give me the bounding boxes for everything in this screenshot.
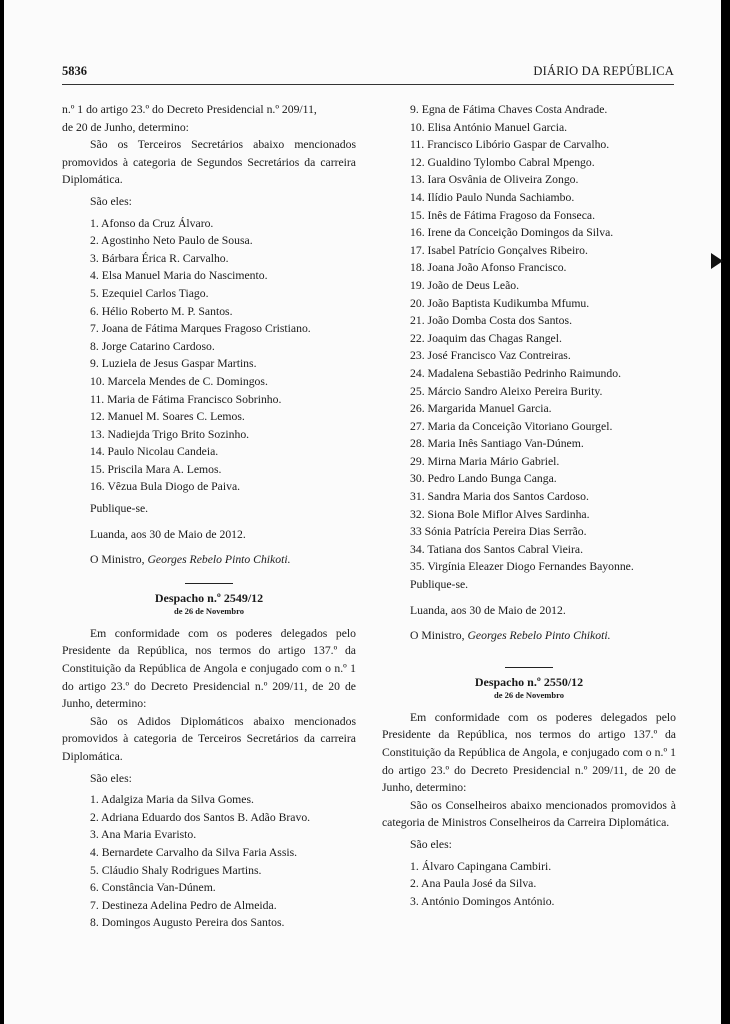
list-item: 26. Margarida Manuel Garcia. (410, 402, 552, 416)
despacho-title: Despacho n.º 2550/12 (474, 674, 584, 689)
continuation-line: de 20 de Junho, determino: (62, 120, 189, 134)
list-item: 11. Maria de Fátima Francisco Sobrinho. (90, 392, 282, 406)
paragraph: São os Terceiros Secretários abaixo mencionados promovidos à categoria de Segundos Secretários da carreira Diplomática. (62, 138, 356, 187)
list-item: 35. Virgínia Eleazer Diogo Fernandes Bayonne. (410, 560, 634, 574)
list-item: 27. Maria da Conceição Vitoriano Gourgel. (410, 419, 613, 433)
list-item: 1. Adalgiza Maria da Silva Gomes. (90, 793, 254, 807)
list-item: 28. Maria Inês Santiago Van-Dúnem. (410, 437, 584, 451)
right-column (382, 101, 676, 910)
despacho-title: Despacho n.º 2549/12 (154, 590, 264, 605)
list-item: 8. Domingos Augusto Pereira dos Santos. (90, 916, 285, 930)
list-item: 34. Tatiana dos Santos Cabral Vieira. (410, 542, 583, 556)
list-item: 15. Priscila Mara A. Lemos. (90, 462, 222, 476)
list-item: 16. Irene da Conceição Domingos da Silva. (410, 226, 614, 240)
signature-line (62, 551, 356, 569)
list-item: 9. Luziela de Jesus Gaspar Martins. (90, 357, 257, 371)
left-column (62, 101, 356, 932)
appointee-list (62, 215, 356, 497)
list-intro: São eles: (410, 837, 452, 851)
despacho-date: de 26 de Novembro (174, 605, 244, 616)
list-item: 14. Ilídio Paulo Nunda Sachiambo. (410, 190, 575, 204)
list-item: 4. Bernardete Carvalho da Silva Faria Assis. (90, 845, 298, 859)
despacho-heading (62, 583, 356, 617)
list-item: 29. Mirna Maria Mário Gabriel. (410, 454, 560, 468)
list-item: 5. Cláudio Shaly Rodrigues Martins. (90, 863, 262, 877)
list-item: 30. Pedro Lando Bunga Canga. (410, 472, 557, 486)
list-item: 2. Ana Paula José da Silva. (410, 877, 537, 891)
list-item: 11. Francisco Libório Gaspar de Carvalho. (410, 138, 610, 152)
minister-label: O Ministro, (90, 553, 145, 567)
signature-line (382, 627, 676, 645)
list-item: 21. João Domba Costa dos Santos. (410, 314, 572, 328)
list-item: 1. Álvaro Capingana Cambiri. (410, 859, 552, 873)
despacho-date: de 26 de Novembro (494, 689, 564, 700)
list-intro: São eles: (90, 771, 132, 785)
list-item: 25. Márcio Sandro Aleixo Pereira Burity. (410, 384, 603, 398)
list-item: 16. Vêzua Bula Diogo de Paiva. (90, 480, 241, 494)
appointee-list (382, 101, 676, 576)
paragraph: Em conformidade com os poderes delegados pelo Presidente da República, nos termos do artigo 137.º da Constituição da República de Angola e conjugado com o n.º 1 do artigo 23.º do Decreto Presidencial n.º 209/11, de 20 de Junho, determino: (62, 626, 356, 711)
list-item: 7. Joana de Fátima Marques Fragoso Cristiano. (90, 322, 311, 336)
paragraph: São os Adidos Diplomáticos abaixo mencionados promovidos à categoria de Terceiros Secretários da carreira Diplomática. (62, 714, 356, 763)
list-item: 12. Gualdino Tylombo Cabral Mpengo. (410, 155, 595, 169)
list-item: 10. Elisa António Manuel Garcia. (410, 120, 568, 134)
list-item: 7. Destineza Adelina Pedro de Almeida. (90, 898, 277, 912)
list-item: 8. Jorge Catarino Cardoso. (90, 339, 215, 353)
section-divider (185, 583, 233, 584)
list-item: 5. Ezequiel Carlos Tiago. (90, 286, 209, 300)
minister-name: Georges Rebelo Pinto Chikoti. (467, 629, 611, 643)
section-divider (505, 667, 553, 668)
list-item: 2. Agostinho Neto Paulo de Sousa. (90, 234, 253, 248)
list-item: 22. Joaquim das Chagas Rangel. (410, 331, 562, 345)
list-item: 10. Marcela Mendes de C. Domingos. (90, 374, 268, 388)
page-number: 5836 (62, 64, 87, 78)
list-item: 24. Madalena Sebastião Pedrinho Raimundo. (410, 366, 621, 380)
paragraph: São os Conselheiros abaixo mencionados promovidos à categoria de Ministros Conselheiros da Carreira Diplomática. (382, 798, 676, 830)
list-item: 3. Ana Maria Evaristo. (90, 828, 197, 842)
list-intro: São eles: (90, 194, 132, 208)
appointee-list (62, 791, 356, 932)
list-item: 12. Manuel M. Soares C. Lemos. (90, 410, 245, 424)
appointee-list (382, 858, 676, 911)
document-page (4, 0, 721, 1024)
minister-name: Georges Rebelo Pinto Chikoti. (147, 553, 291, 567)
publique-line: Publique-se. (90, 502, 149, 516)
list-item: 9. Egna de Fátima Chaves Costa Andrade. (410, 103, 608, 116)
list-item: 1. Afonso da Cruz Álvaro. (90, 216, 214, 230)
header-rule (62, 84, 674, 85)
list-item: 23. José Francisco Vaz Contreiras. (410, 349, 571, 363)
list-item: 19. João de Deus Leão. (410, 278, 520, 292)
list-item: 17. Isabel Patrício Gonçalves Ribeiro. (410, 243, 588, 257)
place-date: Luanda, aos 30 de Maio de 2012. (410, 603, 566, 617)
list-item: 18. Joana João Afonso Francisco. (410, 261, 567, 275)
place-date: Luanda, aos 30 de Maio de 2012. (90, 527, 246, 541)
journal-title: DIÁRIO DA REPÚBLICA (533, 64, 674, 78)
list-item: 3. António Domingos António. (410, 894, 555, 908)
list-item: 13. Nadiejda Trigo Brito Sozinho. (90, 427, 250, 441)
list-item: 33 Sónia Patrícia Pereira Dias Serrão. (410, 525, 587, 539)
list-item: 2. Adriana Eduardo dos Santos B. Adão Bravo. (90, 810, 311, 824)
list-item: 31. Sandra Maria dos Santos Cardoso. (410, 490, 589, 504)
list-item: 3. Bárbara Érica R. Carvalho. (90, 251, 229, 265)
publique-line: Publique-se. (410, 578, 469, 592)
list-item: 20. João Baptista Kudikumba Mfumu. (410, 296, 590, 310)
list-item: 32. Siona Bole Miflor Alves Sardinha. (410, 507, 590, 521)
paragraph: Em conformidade com os poderes delegados pelo Presidente da República, nos termos do artigo 137.º da Constituição da República de Angola, e conjugado com o n.º 1 do artigo 23.º do Decreto Presidencial n.º 209/11, de 20 de Junho, determino: (382, 710, 676, 795)
list-item: 14. Paulo Nicolau Candeia. (90, 445, 219, 459)
scan-edge-mark (711, 253, 723, 269)
page-header (62, 64, 674, 84)
list-item: 4. Elsa Manuel Maria do Nascimento. (90, 269, 268, 283)
list-item: 13. Iara Osvânia de Oliveira Zongo. (410, 173, 579, 187)
list-item: 6. Hélio Roberto M. P. Santos. (90, 304, 233, 318)
minister-label: O Ministro, (410, 629, 465, 643)
list-item: 15. Inês de Fátima Fragoso da Fonseca. (410, 208, 596, 222)
list-item: 6. Constância Van-Dúnem. (90, 881, 216, 895)
continuation-line: n.º 1 do artigo 23.º do Decreto Presidencial n.º 209/11, (62, 103, 317, 116)
despacho-heading (382, 667, 676, 701)
